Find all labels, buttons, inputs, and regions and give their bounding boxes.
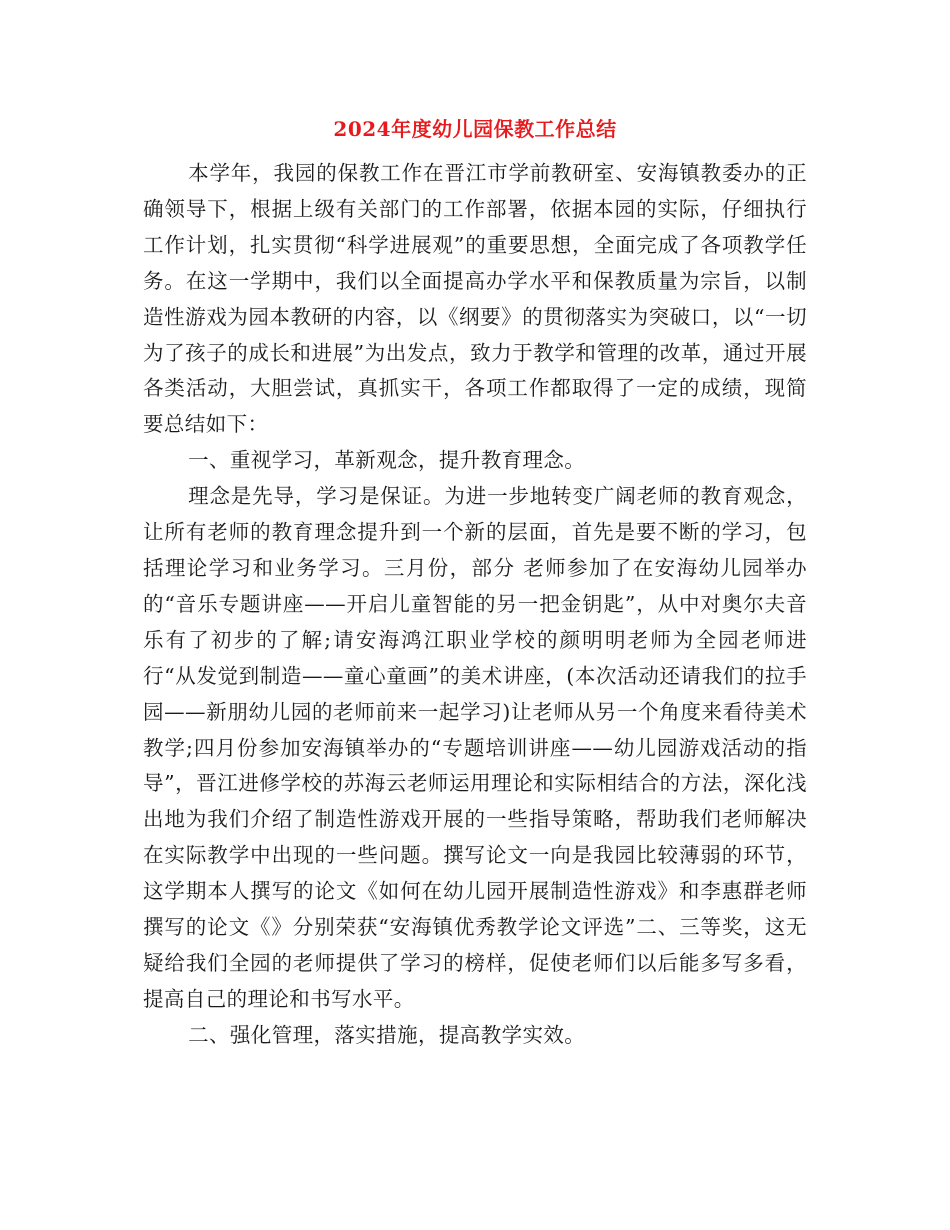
paragraph-intro: 本学年，我园的保教工作在晋江市学前教研室、安海镇教委办的正确领导下，根据上级有关部门的工作部署，依据本园的实际，仔细执行工作计划，扎实贯彻“科学进展观”的重要思想，全面完成了各项教学任务。在这一学期中，我们以全面提高办学水平和保教质量为宗旨，以制造性游戏为园本教研的内容，以《纲要》的贯彻落实为突破口，以“一切为了孩子的成长和进展”为出发点，致力于教学和管理的改革，通过开展各类活动，大胆尝试，真抓实干，各项工作都取得了一定的成绩，现简要总结如下： [143,161,807,437]
document-title: 2024年度幼儿园保教工作总结 [333,117,617,141]
paragraph-study: 理念是先导，学习是保证。为进一步地转变广阔老师的教育观念，让所有老师的教育理念提升到一个新的层面，首先是要不断的学习，包括理论学习和业务学习。三月份，部分 老师参加了在安海幼儿园举办的“音乐专题讲座——开启儿童智能的另一把金钥匙”，从中对奥尔夫音乐有了初步的了解;请安海鸿江职业学校的颜明明老师为全园老师进行“从发觉到制造——童心童画”的美术讲座，(本次活动还请我们的拉手园——新朋幼儿园的老师前来一起学习)让老师从另一个角度来看待美术教学;四月份参加安海镇举办的“专题培训讲座——幼儿园游戏活动的指导”，晋江进修学校的苏海云老师运用理论和实际相结合的方法，深化浅出地为我们介绍了制造性游戏开展的一些指导策略，帮助我们老师解决在实际教学中出现的一些问题。撰写论文一向是我园比较薄弱的环节，这学期本人撰写的论文《如何在幼儿园开展制造性游戏》和李惠群老师撰写的论文《》分别荣获“安海镇优秀教学论文评选”二、三等奖，这无疑给我们全园的老师提供了学习的榜样，促使老师们以后能多写多看，提高自己的理论和书写水平。 [143,484,807,1011]
section-heading-2: 二、强化管理，落实措施，提高教学实效。 [188,1022,586,1047]
document-body [143,156,807,1054]
section-heading-1: 一、重视学习，革新观念，提升教育理念。 [188,448,586,473]
